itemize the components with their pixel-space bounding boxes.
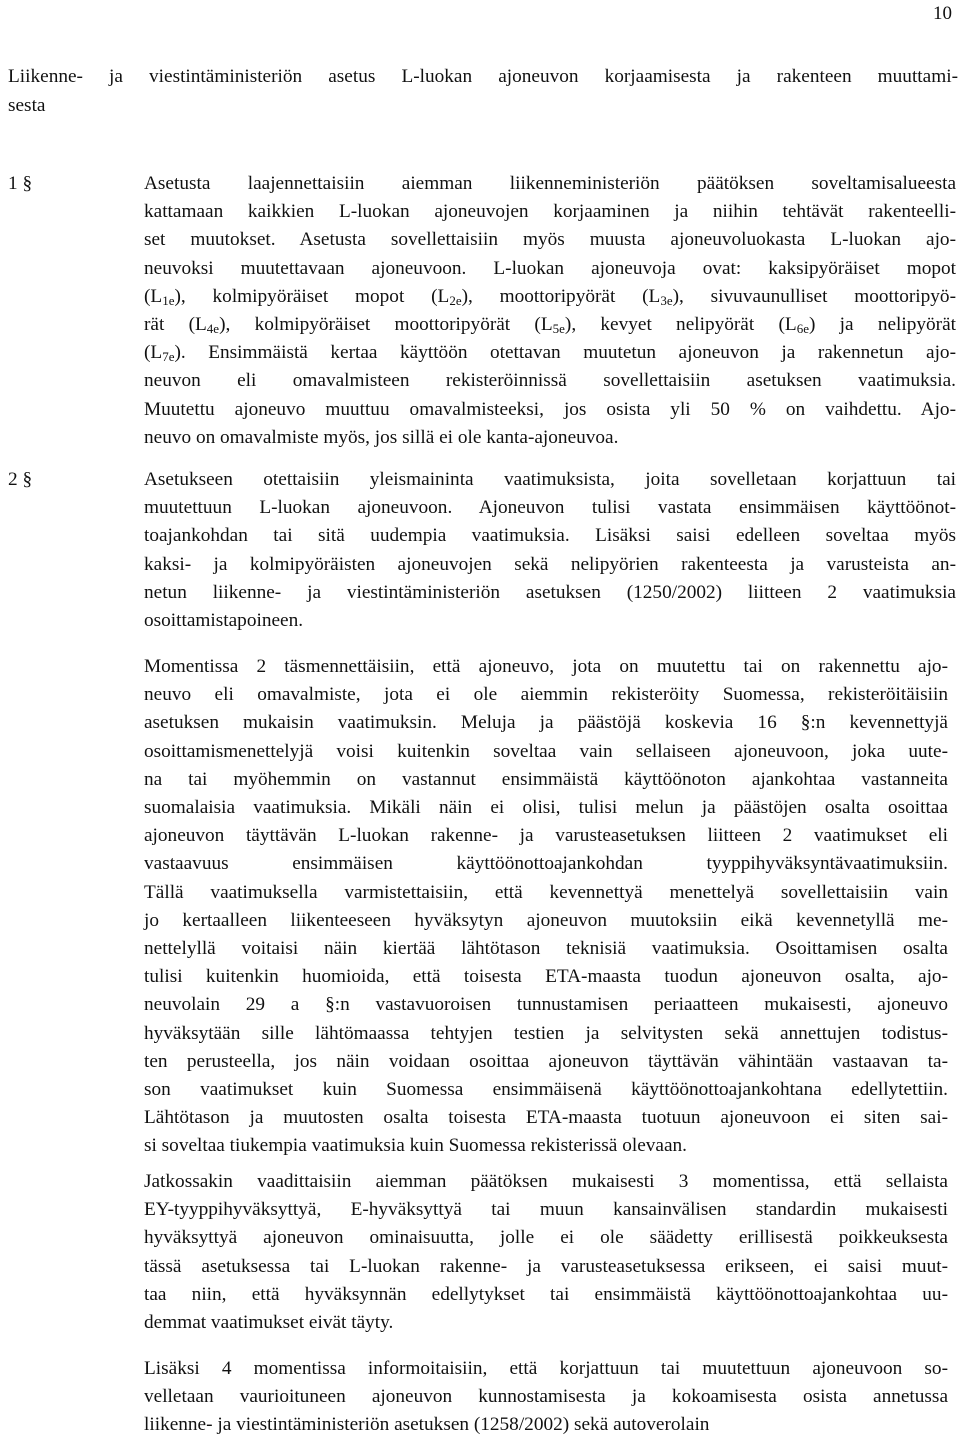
text-line: neuvolain 29 a §:n vastavuoroisen tunnustamisen periaatteen mukaisesti, ajoneuvo — [144, 994, 948, 1016]
text-line: set muutokset. Asetusta sovellettaisiin myös muusta ajoneuvoluokasta L-luokan ajo- — [144, 229, 956, 251]
document-heading — [8, 62, 958, 120]
text-line: neuvo on omavalmiste myös, jos sillä ei ole kanta-ajoneuvoa. — [144, 426, 619, 448]
text-line: taa niin, että hyväksynnän edellytykset tai ensimmäistä käyttöönottoajankohtaa uu- — [144, 1283, 948, 1305]
text-line: Momentissa 2 täsmennettäisiin, että ajoneuvo, jota on muutettu tai on rakennettu ajo- — [144, 656, 948, 677]
section-number: 1 § — [8, 173, 33, 194]
text-line: vastaavuus ensimmäisen käyttöönottoajankohdan tyyppihyväksyntävaatimuksiin. — [144, 853, 948, 875]
text-line: jo kertaalleen liikenteeseen hyväksytyn ajoneuvon muutoksiin eikä kevennetyllä me- — [144, 909, 948, 931]
text-line: kattamaan kaikkien L-luokan ajoneuvojen korjaaminen ja niihin tehtävät rakenteelli- — [144, 201, 956, 223]
text-line: hyväksyttyä ajoneuvon ominaisuutta, jolle ei ole säädetty erillisestä poikkeuksesta — [144, 1227, 948, 1249]
text-line: osoittamistapoineen. — [144, 610, 304, 632]
text-line: EY-tyyppihyväksyttyä, E-hyväksyttyä tai muun kansainvälisen standardin mukaisesti — [144, 1199, 948, 1221]
text-line: toajankohdan tai sitä uudempia vaatimuksia. Lisäksi saisi edelleen soveltaa myös — [144, 525, 956, 547]
heading-line: Liikenne- ja viestintäministeriön asetus L-luokan ajoneuvon korjaamisesta ja rakenteen muuttami- — [8, 66, 958, 87]
text-line: Muutettu ajoneuvo muuttuu omavalmisteeksi, jos osista yli 50 % on vaihdettu. Ajo- — [144, 398, 956, 420]
paragraph-moment-3 — [144, 1168, 948, 1337]
text-line: Asetusta laajennettaisiin aiemman liikenneministeriön päätöksen soveltamisalueesta — [144, 173, 956, 194]
paragraph-moment-2 — [144, 653, 948, 1161]
text-line: Asetukseen otettaisiin yleismaininta vaatimuksista, joita sovelletaan korjattuun tai — [144, 469, 956, 490]
text-line: son vaatimukset kuin Suomessa ensimmäisenä käyttöönottoajankohtana edellytettiin. — [144, 1079, 948, 1101]
text-line: ten perusteella, jos näin voidaan osoittaa ajoneuvon täyttävän vähintään vastaavan ta- — [144, 1050, 948, 1072]
text-line: asetuksen mukaisin vaatimuksin. Meluja ja päästöjä koskevia 16 §:n kevennettyjä — [144, 712, 948, 734]
text-line: neuvo eli omavalmiste, jota ei ole aiemmin rekisteröity Suomessa, rekisteröitäisiin — [144, 684, 948, 706]
section-body — [144, 170, 956, 452]
vehicle-category-line: $(L_{7e})$. Ensimmäistä kertaa käyttöön otettavan muutetun ajoneuvon ja rakennetun ajo- — [144, 342, 956, 365]
paragraph-moment-4 — [144, 1355, 948, 1440]
vehicle-category-line: $(L_{1e})$, kolmipyöräiset mopot $(L_{2e})$, moottoripyörät $(L_{3e})$, sivuvaunulliset moottoripyö- — [144, 285, 956, 308]
page-number: 10 — [933, 3, 952, 24]
text-line: netun liikenne- ja viestintäministeriön asetuksen (1250/2002) liitteen 2 vaatimuksia — [144, 581, 956, 603]
text-line: tässä asetuksessa tai L-luokan rakenne- ja varusteasetuksessa erikseen, ei saisi muut- — [144, 1255, 948, 1277]
text-line: velletaan vaurioituneen ajoneuvon kunnostamisesta ja kokoamisesta osista annetussa — [144, 1386, 948, 1408]
text-line: muutettuun L-luokan ajoneuvoon. Ajoneuvon tulisi vastata ensimmäisen käyttöönot- — [144, 497, 956, 519]
text-line: nettelyllä voitaisi näin kiertää lähtötason teknisiä vaatimuksia. Osoittamisen osalta — [144, 938, 948, 960]
vehicle-category-line: rät $(L_{4e})$, kolmipyöräiset moottoripyörät $(L_{5e})$, kevyet nelipyörät $(L_{6e})$ ja nelipyörät — [144, 314, 956, 337]
text-line: Tällä vaatimuksella varmistettaisiin, että kevennettyä menettelyä sovellettaisiin vain — [144, 881, 948, 903]
text-line: Lähtötason ja muutosten osalta toisesta ETA-maasta tuotuun ajoneuvoon ei siten sai- — [144, 1107, 948, 1129]
text-line: Lisäksi 4 momentissa informoitaisiin, että korjattuun tai muutettuun ajoneuvoon so- — [144, 1358, 948, 1379]
text-line: osoittamismenettelyjä voisi kuitenkin soveltaa vain sellaiseen ajoneuvoon, joka uute- — [144, 740, 948, 762]
text-line: na tai myöhemmin on vastannut ensimmäistä käyttöönoton ajankohtaa vastanneita — [144, 768, 948, 790]
text-line: Jatkossakin vaadittaisiin aiemman päätöksen mukaisesti 3 momentissa, että sellaista — [144, 1171, 948, 1192]
text-line: si soveltaa tiukempia vaatimuksia kuin Suomessa rekisterissä olevaan. — [144, 1135, 687, 1157]
text-line: kaksi- ja kolmipyöräisten ajoneuvojen sekä nelipyörien rakenteesta ja varusteista an- — [144, 553, 956, 575]
text-line: demmat vaatimukset eivät täyty. — [144, 1312, 394, 1334]
section-number: 2 § — [8, 469, 33, 490]
heading-line: sesta — [8, 95, 46, 116]
text-line: neuvon eli omavalmisteen rekisteröinnissä sovellettaisiin asetuksen vaatimuksia. — [144, 370, 956, 392]
section-body — [144, 466, 956, 635]
text-line: tulisi kuitenkin huomioida, että toisesta ETA-maasta tuodun ajoneuvon osalta, ajo- — [144, 966, 948, 988]
text-line: ajoneuvon täyttävän L-luokan rakenne- ja varusteasetuksen liitteen 2 vaatimukset eli — [144, 825, 948, 847]
text-line: liikenne- ja viestintäministeriön asetuksen (1258/2002) sekä autoverolain — [144, 1414, 710, 1436]
text-line: neuvoksi muutettavaan ajoneuvoon. L-luokan ajoneuvoja ovat: kaksipyöräiset mopot — [144, 257, 956, 279]
text-line: hyväksytään sille lähtömaassa tehtyjen testien ja selvitysten sekä annettujen todistus- — [144, 1022, 948, 1044]
text-line: suomalaisia vaatimuksia. Mikäli näin ei olisi, tulisi melun ja päästöjen osalta osoittaa — [144, 797, 948, 819]
